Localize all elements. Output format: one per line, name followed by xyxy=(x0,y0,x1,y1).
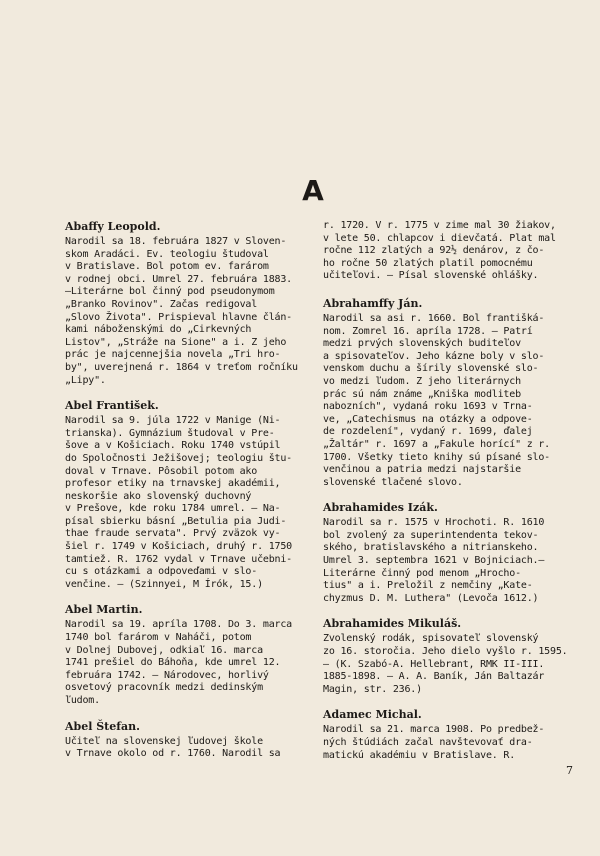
entry xyxy=(323,617,577,696)
entry xyxy=(65,220,319,387)
page-number: 7 xyxy=(566,764,573,777)
entry-name: Abel Štefan. xyxy=(65,719,140,733)
entry-text: Narodil sa 19. apríla 1708. Do 3. marca 1740 bol farárom v Naháči, potom v Dolnej Dubovej, odkiaľ 16. marca 1741 prešiel do Báhoňa, kde umrel 12. februára 1742. — Národovec, horlivý osvetový pracovník medzi dedinským ľudom. xyxy=(65,619,292,706)
entry-text: Narodil sa 9. júla 1722 v Manige (Ni- trianska). Gymnázium študoval v Pre- šove a v Košiciach. Roku 1740 vstúpil do Spoločnosti Ježišovej; teologiu štu- doval v Trnave. Pôsobil potom ako profesor etiky na trnavskej akadémii, neskoršie ako slovenský duchovný v Prešove, kde roku 1784 umrel. — Na- písal sbierku básní „Betulia pia Judi- thae fraude servata". Prvý zväzok vy- šiel r. 1749 v Košiciach, druhý r. 1750 tamtiež. R. 1762 vydal v Trnave učebni- cu s otázkami a odpoveďami v slo- venčine. — (Szinnyei, M Írók, 15.) xyxy=(65,415,292,590)
right-column xyxy=(323,220,577,774)
entry xyxy=(65,603,319,707)
entry-name: Abrahamffy Ján. xyxy=(323,296,423,310)
entry-text: Narodil sa 21. marca 1908. Po predbež- ných štúdiách začal navštevovať dra- matickú akadémiu v Bratislave. R. xyxy=(323,724,545,761)
left-column xyxy=(65,220,319,773)
entry xyxy=(323,708,577,762)
entry xyxy=(65,720,319,761)
entry-text: Učiteľ na slovenskej ľudovej škole v Trnave okolo od r. 1760. Narodil sa xyxy=(65,735,281,760)
entry xyxy=(323,501,577,605)
entry-name: Abel František. xyxy=(65,399,159,413)
entry-continuation-text: r. 1720. V r. 1775 v zime mal 30 žiakov, v lete 50. chlapcov i dievčatá. Plat mal ročne 112 zlatých a 92½ denárov, z čo- ho ročne 50 zlatých platil pomocnému učiteľovi. — Písal slovenské ohlášky. xyxy=(323,220,556,282)
entry-name: Abel Martin. xyxy=(65,603,143,617)
section-letter: A xyxy=(302,174,324,207)
entry-name: Abrahamides Mikuláš. xyxy=(323,617,462,631)
entry-name: Abrahamides Izák. xyxy=(323,501,438,515)
entry-name: Adamec Michal. xyxy=(323,708,422,722)
entry-name: Abaffy Leopold. xyxy=(65,220,161,233)
entry xyxy=(323,297,577,489)
entry-text: Zvolenský rodák, spisovateľ slovenský zo 16. storočia. Jeho dielo vyšlo r. 1595. — (K. Szabó-A. Hellebrant, RMK II-III. 1885-1898. — A. A. Baník, Ján Baltazár Magin, str. 236.) xyxy=(323,633,568,695)
entry-text: Narodil sa r. 1575 v Hrochoti. R. 1610 bol zvolený za superintendenta tekov- ského, bratislavského a nitrianskeho. Umrel 3. septembra 1621 v Bojniciach.— Literárne činný pod menom „Hrocho- tius" a i. Preložil z nemčiny „Kate- chyzmus D. M. Luthera" (Levoča 1612.) xyxy=(323,517,545,604)
entry xyxy=(65,399,319,591)
entry-text: Narodil sa asi r. 1660. Bol františká- nom. Zomrel 16. apríla 1728. — Patrí medzi prvých slovenských buditeľov a spisovateľov. Jeho kázne boly v slo- venskom duchu a šírily slovenské slo- vo medzi ľudom. Z jeho literárnych prác sú nám známe „Kniška modliteb nabozních", vydaná roku 1693 v Trna- ve, „Catechismus na otázky a odpove- de rozdelení", vydaný r. 1699, ďalej „Žaltár" r. 1697 a „Fakule horící" z r. 1700. Všetky tieto knihy sú písané slo- venčinou a patria medzi najstaršie slovenské tlačené slovo. xyxy=(323,312,550,488)
entry-text: Narodil sa 18. februára 1827 v Sloven- skom Aradáci. Ev. teologiu študoval v Bratislave. Bol potom ev. farárom v rodnej obci. Umrel 27. februára 1883. —Literárne bol činný pod pseudonymom „Branko Rovinov". Začas redigoval „Slovo Života". Prispieval hlavne člán- kami náboženskými do „Cirkevných Listov", „Stráže na Sione" a i. Z jeho prác je najcennejšia novela „Tri hro- by", uverejnená r. 1864 v treťom ročníku „Lipy". xyxy=(65,236,298,386)
